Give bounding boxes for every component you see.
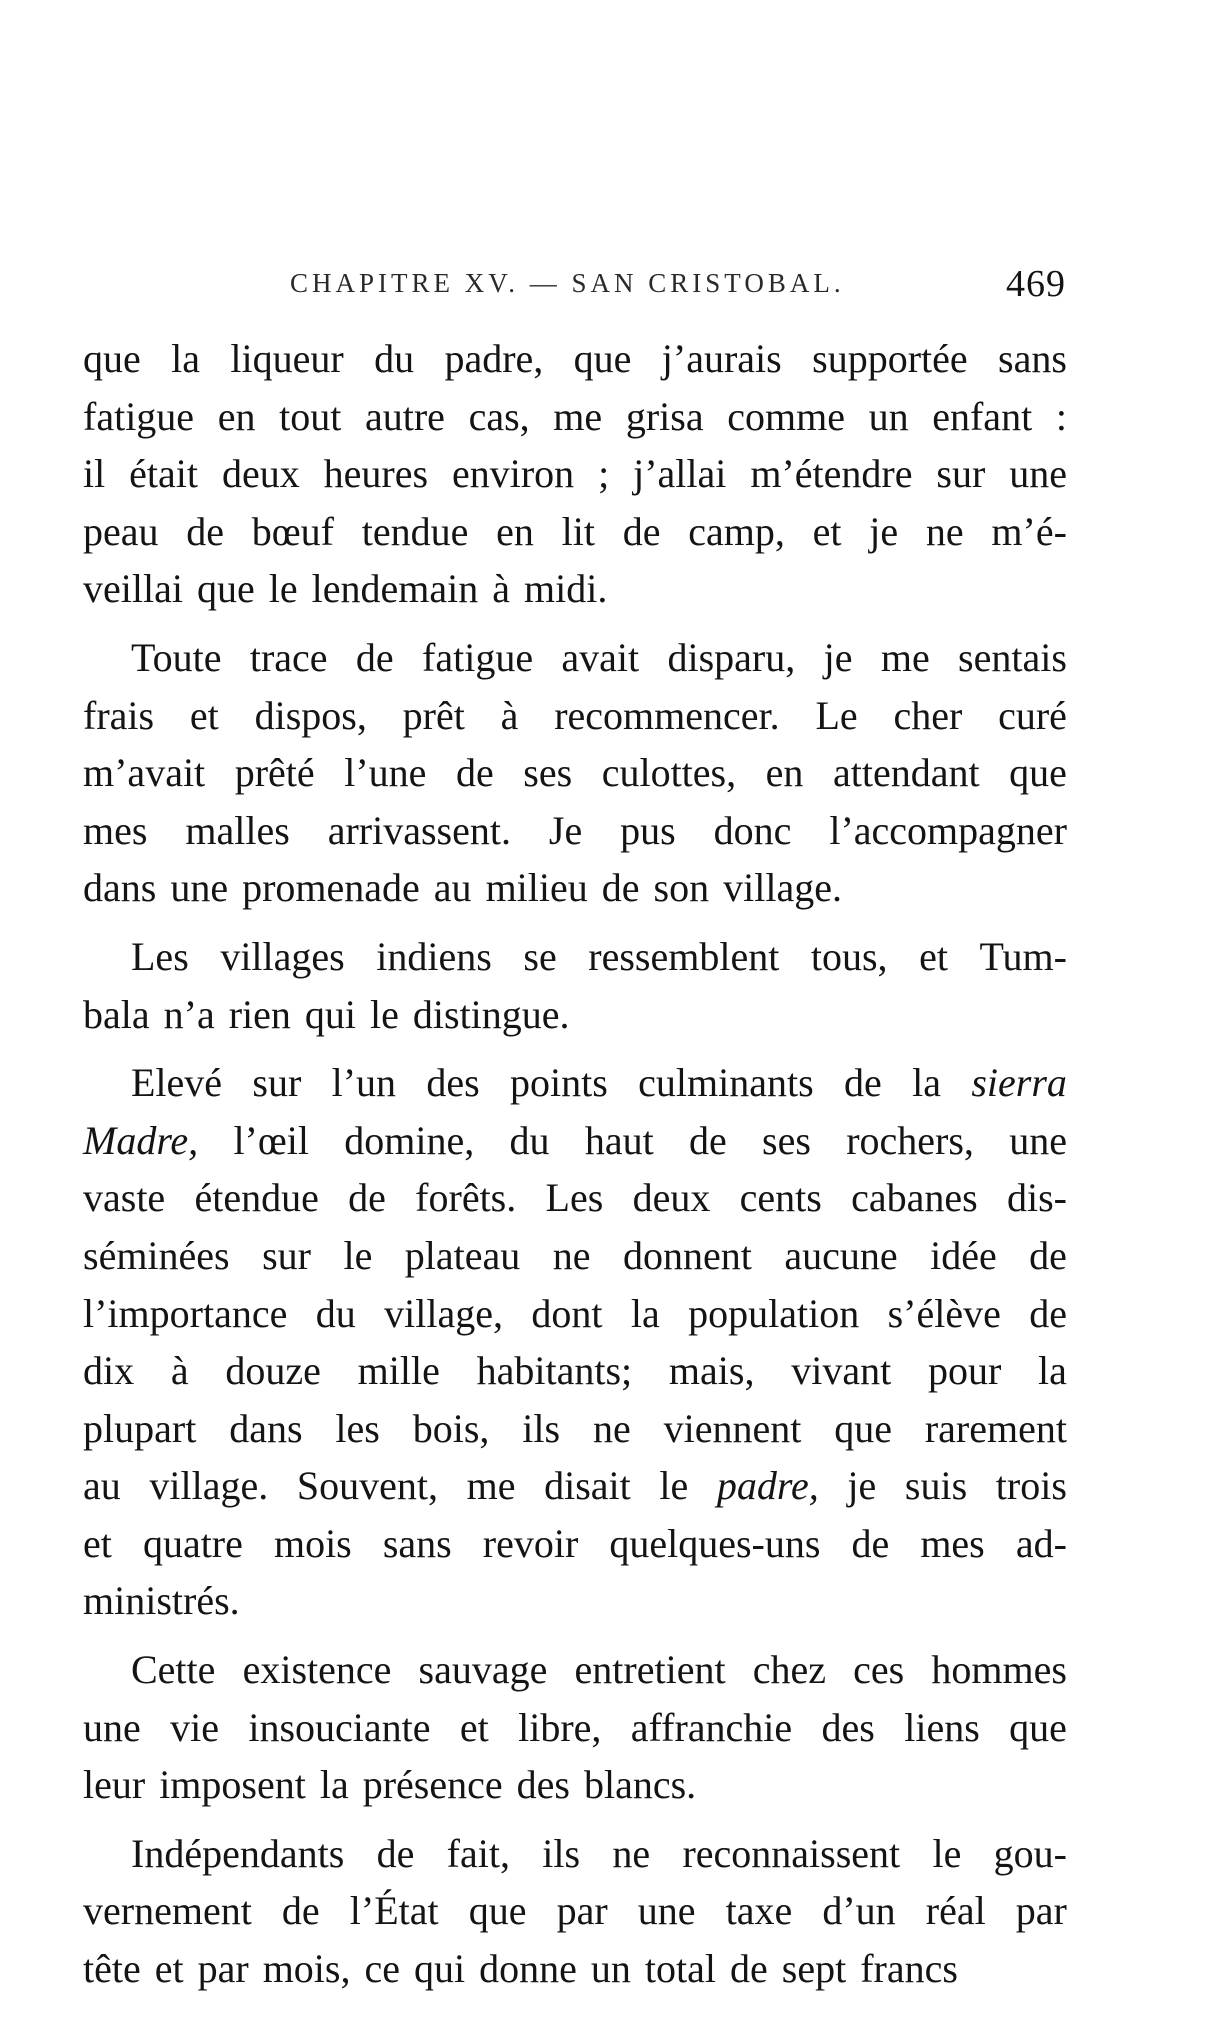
paragraph — [83, 330, 1067, 618]
text-line: Madre, l’œil domine, du haut de ses rochers, une — [83, 1117, 1067, 1163]
text-line: au village. Souvent, me disait le padre, je suis trois — [83, 1463, 1067, 1509]
text-line: il était deux heures environ ; j’allai m’étendre sur une — [83, 451, 1067, 497]
page-header — [0, 262, 1229, 312]
paragraph — [83, 928, 1067, 1043]
running-title: CHAPITRE XV. — SAN CRISTOBAL. — [290, 268, 845, 298]
text-line: vaste étendue de forêts. Les deux cents cabanes dis- — [83, 1175, 1067, 1221]
text-line: plupart dans les bois, ils ne viennent que rarement — [83, 1405, 1067, 1451]
text-line: et quatre mois sans revoir quelques-uns de mes ad- — [83, 1520, 1067, 1566]
paragraph — [83, 1825, 1067, 1998]
text-line: Toute trace de fatigue avait disparu, je me sentais — [131, 634, 1067, 680]
text-line: frais et dispos, prêt à recommencer. Le cher curé — [83, 692, 1067, 738]
text-line: Les villages indiens se ressemblent tous, et Tum- — [131, 933, 1067, 979]
paragraph — [83, 1054, 1067, 1630]
text-line: Cette existence sauvage entretient chez ces hommes — [131, 1647, 1067, 1693]
text-line: Indépendants de fait, ils ne reconnaissent le gou- — [131, 1830, 1067, 1876]
text-line: leur imposent la présence des blancs. — [83, 1762, 697, 1808]
text-line: dans une promenade au milieu de son village. — [83, 865, 842, 911]
text-line: mes malles arrivassent. Je pus donc l’accompagner — [83, 807, 1067, 853]
paragraph — [83, 1641, 1067, 1814]
text-line: que la liqueur du padre, que j’aurais supportée sans — [83, 336, 1067, 381]
body-text — [83, 330, 1067, 2009]
text-line: Elevé sur l’un des points culminants de la sierra — [131, 1060, 1067, 1106]
text-line: veillai que le lendemain à midi. — [83, 566, 608, 612]
page-number: 469 — [1006, 263, 1066, 305]
text-line: m’avait prêté l’une de ses culottes, en attendant que — [83, 750, 1067, 796]
paragraph — [83, 629, 1067, 917]
text-line: peau de bœuf tendue en lit de camp, et je ne m’é- — [83, 508, 1067, 554]
text-line: une vie insouciante et libre, affranchie des liens que — [83, 1704, 1067, 1750]
text-line: dix à douze mille habitants; mais, vivant pour la — [83, 1348, 1067, 1394]
text-line: tête et par mois, ce qui donne un total de sept francs — [83, 1946, 958, 1992]
text-line: séminées sur le plateau ne donnent aucune idée de — [83, 1232, 1067, 1278]
text-line: bala n’a rien qui le distingue. — [83, 991, 570, 1037]
text-line: ministrés. — [83, 1578, 240, 1624]
text-line: fatigue en tout autre cas, me grisa comme un enfant : — [83, 393, 1067, 439]
text-line: vernement de l’État que par une taxe d’un réal par — [83, 1888, 1067, 1934]
text-line: l’importance du village, dont la population s’élève de — [83, 1290, 1067, 1336]
